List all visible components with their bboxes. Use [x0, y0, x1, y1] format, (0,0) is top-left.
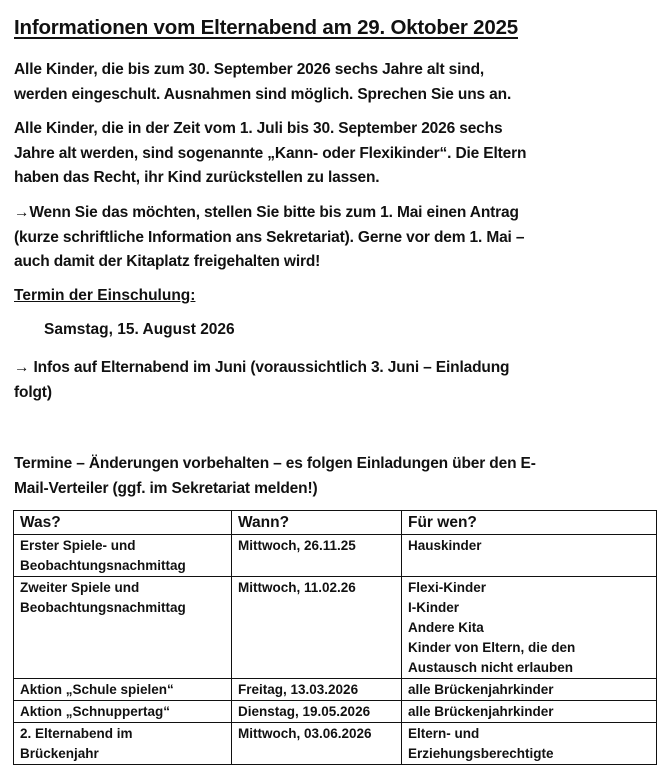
text-line: haben das Recht, ihr Kind zurückstellen zu lassen.	[14, 169, 380, 186]
cell-line: Beobachtungsnachmittag	[20, 558, 186, 573]
cell-line: Zweiter Spiele und	[20, 580, 140, 595]
paragraph-application	[14, 201, 634, 275]
cell-line: alle Brückenjahrkinder	[408, 704, 554, 719]
cell-line: Hauskinder	[408, 538, 482, 553]
table-row	[14, 701, 657, 723]
cell-was	[14, 679, 232, 701]
table-header-row	[14, 511, 657, 535]
paragraph-school-entry	[14, 58, 614, 107]
cell-line: Erster Spiele- und	[20, 538, 136, 553]
cell-wann: Mittwoch, 11.02.26	[232, 577, 402, 679]
paragraph-dates-intro	[14, 452, 634, 501]
text-line: Jahre alt werden, sind sogenannte „Kann- oder Flexikinder“. Die Eltern	[14, 144, 527, 162]
cell-line: Kinder von Eltern, die den	[408, 640, 576, 655]
text-line: Alle Kinder, die bis zum 30. September 2026 sechs Jahre alt sind,	[14, 61, 485, 78]
cell-line: Austausch nicht erlauben	[408, 660, 574, 675]
cell-was	[14, 701, 232, 723]
cell-line: Aktion „Schnuppertag“	[20, 704, 171, 719]
text-line: folgt)	[14, 383, 52, 401]
table-row	[14, 535, 657, 577]
cell-line: I-Kinder	[408, 600, 460, 615]
cell-was	[14, 577, 232, 679]
paragraph-flexikinder	[14, 117, 634, 191]
text-line: auch damit der Kitaplatz freigehalten wird!	[14, 253, 321, 270]
cell-line: Beobachtungsnachmittag	[20, 600, 186, 615]
cell-fuer-wen	[402, 577, 657, 679]
cell-fuer-wen	[402, 679, 657, 701]
cell-line: Aktion „Schule spielen“	[20, 682, 174, 697]
text-line: Mail-Verteiler (ggf. im Sekretariat melden!)	[14, 479, 318, 497]
text-line: werden eingeschult. Ausnahmen sind möglich. Sprechen Sie uns an.	[14, 85, 512, 103]
enrollment-date: Samstag, 15. August 2026	[44, 321, 235, 338]
cell-wann: Dienstag, 19.05.2026	[232, 701, 402, 723]
cell-line: Eltern- und	[408, 726, 480, 741]
header-fuer-wen: Für wen?	[402, 511, 657, 535]
cell-line: Erziehungsberechtigte	[408, 746, 554, 761]
cell-fuer-wen	[402, 701, 657, 723]
cell-line: alle Brückenjahrkinder	[408, 682, 554, 697]
text-line: Alle Kinder, die in der Zeit vom 1. Juli bis 30. September 2026 sechs	[14, 120, 503, 137]
cell-line: Brückenjahr	[20, 746, 99, 761]
table-row	[14, 679, 657, 701]
cell-was	[14, 723, 232, 765]
enrollment-heading: Termin der Einschulung:	[14, 287, 196, 304]
table-row	[14, 723, 657, 765]
table-row	[14, 577, 657, 679]
text-line: → Infos auf Elternabend im Juni (voraussichtlich 3. Juni – Einladung	[14, 359, 510, 376]
cell-wann: Mittwoch, 26.11.25	[232, 535, 402, 577]
document-title: Informationen vom Elternabend am 29. Oktober 2025	[14, 16, 518, 39]
text-line: Termine – Änderungen vorbehalten – es folgen Einladungen über den E-	[14, 455, 536, 472]
text-line: →Wenn Sie das möchten, stellen Sie bitte bis zum 1. Mai einen Antrag	[14, 204, 519, 221]
dates-table	[13, 510, 657, 765]
cell-wann: Mittwoch, 03.06.2026	[232, 723, 402, 765]
text-line: (kurze schriftliche Information ans Sekretariat). Gerne vor dem 1. Mai –	[14, 228, 525, 246]
header-wann: Wann?	[232, 511, 402, 535]
cell-fuer-wen	[402, 535, 657, 577]
cell-fuer-wen	[402, 723, 657, 765]
cell-wann: Freitag, 13.03.2026	[232, 679, 402, 701]
cell-line: Andere Kita	[408, 620, 484, 635]
cell-line: 2. Elternabend im	[20, 726, 133, 741]
cell-line: Flexi-Kinder	[408, 580, 487, 595]
paragraph-june-info	[14, 356, 614, 405]
header-was: Was?	[14, 511, 232, 535]
cell-was	[14, 535, 232, 577]
